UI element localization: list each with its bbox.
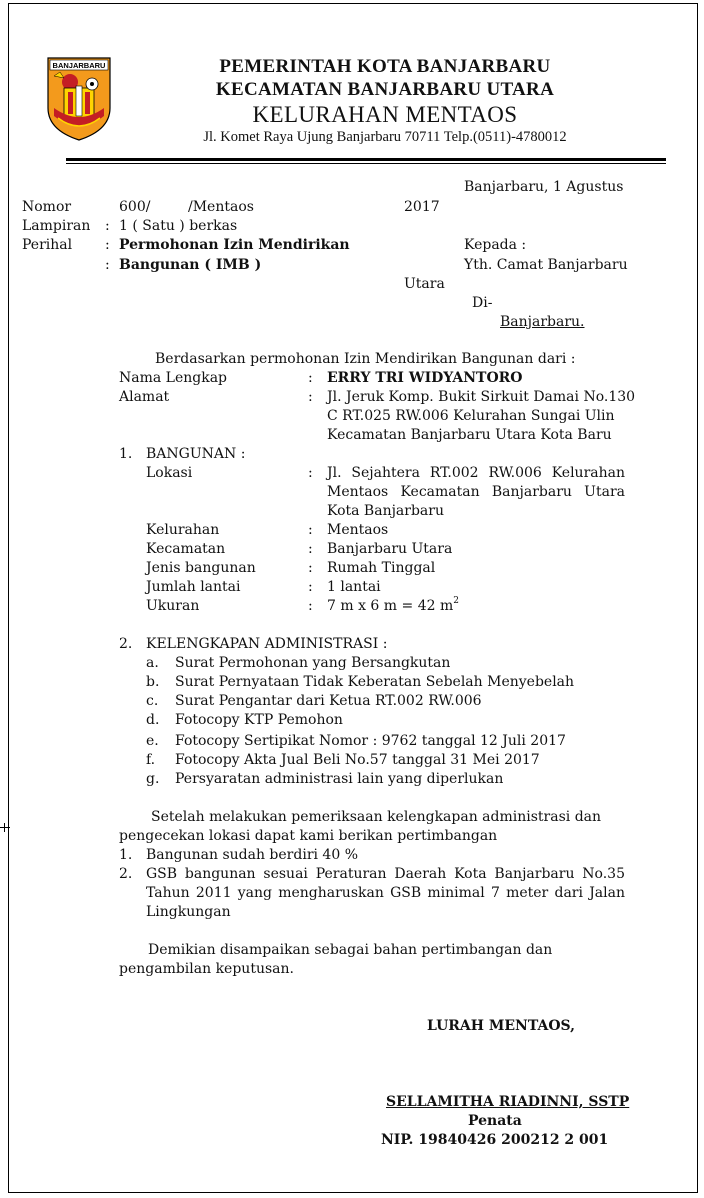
ukuran-label: Ukuran	[146, 598, 200, 614]
kepada-label: Kepada :	[464, 237, 527, 253]
perihal-line-1: Permohonan Izin Mendirikan	[119, 237, 350, 253]
lokasi-line: Kota Banjarbaru	[327, 503, 444, 519]
assessment-paragraph-line-2: pengecekan lokasi dapat kami berikan pertimbangan	[119, 828, 498, 844]
intro-paragraph: Berdasarkan permohonan Izin Mendirikan Bangunan dari :	[155, 351, 576, 367]
nama-colon: :	[308, 370, 313, 386]
assessment-paragraph-line-1: Setelah melakukan pemeriksaan kelengkapan administrasi dan	[151, 809, 602, 825]
recipient-city: Banjarbaru.	[500, 314, 585, 330]
alamat-line: C RT.025 RW.006 Kelurahan Sungai Ulin	[327, 408, 615, 424]
nama-value: ERRY TRI WIDYANTORO	[327, 370, 523, 386]
perihal-colon-1: :	[105, 237, 110, 253]
admin-item-letter: d.	[146, 712, 160, 728]
lampiran-colon: :	[105, 218, 110, 234]
section1-number: 1.	[119, 446, 133, 462]
di-label: Di-	[472, 295, 493, 311]
admin-item-text: Surat Pernyataan Tidak Keberatan Sebelah Menyebelah	[175, 674, 575, 690]
perihal-label: Perihal	[22, 237, 73, 253]
section1-title: BANGUNAN :	[146, 446, 246, 462]
lampiran-value: 1 ( Satu ) berkas	[119, 218, 238, 234]
signature-title: LURAH MENTAOS,	[427, 1018, 576, 1034]
nomor-suffix: /Mentaos	[188, 199, 254, 215]
admin-item-text: Fotocopy KTP Pemohon	[175, 712, 343, 728]
jenis-label: Jenis bangunan	[146, 560, 256, 576]
consideration-2-number: 2.	[119, 866, 133, 882]
logo-text: BANJARBARU	[52, 61, 106, 70]
lokasi-colon: :	[308, 465, 313, 481]
lampiran-label: Lampiran	[22, 218, 91, 234]
alamat-line: Kecamatan Banjarbaru Utara Kota Baru	[327, 427, 612, 443]
kecamatan-value: Banjarbaru Utara	[327, 541, 453, 557]
header-rule-thin	[66, 163, 666, 164]
admin-item-text: Fotocopy Sertipikat Nomor : 9762 tanggal 12 Juli 2017	[175, 733, 566, 749]
alamat-label: Alamat	[119, 389, 170, 405]
header-village: KELURAHAN MENTAOS	[252, 102, 518, 127]
admin-item-text: Persyaratan administrasi lain yang diperlukan	[175, 771, 504, 787]
margin-mark-vertical	[4, 823, 5, 832]
ukuran-value	[327, 597, 459, 616]
kelurahan-value: Mentaos	[327, 522, 389, 538]
kecamatan-label: Kecamatan	[146, 541, 226, 557]
alamat-colon: :	[308, 389, 313, 405]
admin-item-text: Fotocopy Akta Jual Beli No.57 tanggal 31 Mei 2017	[175, 752, 540, 768]
ukuran-superscript: 2	[453, 596, 459, 607]
admin-item-text: Surat Pengantar dari Ketua RT.002 RW.006	[175, 693, 482, 709]
consideration-2-line: GSB bangunan sesuai Peraturan Daerah Kota Banjarbaru No.35	[146, 866, 625, 882]
kecamatan-colon: :	[308, 541, 313, 557]
jenis-colon: :	[308, 560, 313, 576]
alamat-line: Jl. Jeruk Komp. Bukit Sirkuit Damai No.130	[327, 389, 636, 405]
admin-item-letter: e.	[146, 733, 159, 749]
admin-item-letter: f.	[146, 752, 156, 768]
recipient-line-1: Yth. Camat Banjarbaru	[464, 257, 628, 273]
lokasi-label: Lokasi	[146, 465, 193, 481]
consideration-2-line: Tahun 2011 yang mengharuskan GSB minimal 7 meter dari Jalan	[146, 885, 625, 901]
lokasi-line: Mentaos Kecamatan Banjarbaru Utara	[327, 484, 625, 500]
admin-item-letter: g.	[146, 771, 160, 787]
closing-line-2: pengambilan keputusan.	[119, 961, 294, 977]
admin-item-letter: c.	[146, 693, 159, 709]
closing-line-1: Demikian disampaikan sebagai bahan pertimbangan dan	[148, 942, 553, 958]
kelurahan-colon: :	[308, 522, 313, 538]
nomor-value: 600/	[119, 199, 151, 215]
lokasi-line: Jl. Sejahtera RT.002 RW.006 Kelurahan	[327, 465, 625, 481]
consideration-1-text: Bangunan sudah berdiri 40 %	[146, 847, 359, 863]
kelurahan-label: Kelurahan	[146, 522, 220, 538]
signatory-nip: NIP. 19840426 200212 2 001	[381, 1132, 609, 1148]
header-rule-thick	[66, 158, 666, 161]
nama-label: Nama Lengkap	[119, 370, 228, 386]
consideration-2-line: Lingkungan	[146, 904, 231, 920]
header-government: PEMERINTAH KOTA BANJARBARU	[219, 56, 551, 77]
perihal-colon-2: :	[105, 257, 110, 273]
section2-title: KELENGKAPAN ADMINISTRASI :	[146, 636, 388, 652]
consideration-1-number: 1.	[119, 847, 133, 863]
lantai-colon: :	[308, 579, 313, 595]
admin-item-letter: a.	[146, 655, 159, 671]
margin-mark	[0, 827, 10, 828]
header-address: Jl. Komet Raya Ujung Banjarbaru 70711 Telp.(0511)-4780012	[203, 129, 567, 145]
lantai-label: Jumlah lantai	[146, 579, 241, 595]
recipient-line-2: Utara	[404, 276, 445, 292]
ukuran-colon: :	[308, 598, 313, 614]
section2-number: 2.	[119, 636, 133, 652]
header-district: KECAMATAN BANJARBARU UTARA	[215, 79, 555, 100]
date-line-2: 2017	[404, 199, 440, 215]
ukuran-text: 7 m x 6 m = 42 m	[327, 598, 454, 614]
admin-item-text: Surat Permohonan yang Bersangkutan	[175, 655, 451, 671]
lantai-value: 1 lantai	[327, 579, 381, 595]
nomor-label: Nomor	[22, 199, 72, 215]
jenis-value: Rumah Tinggal	[327, 560, 436, 576]
perihal-line-2: Bangunan ( IMB )	[119, 257, 262, 273]
city-emblem-logo	[46, 56, 112, 142]
date-line-1: Banjarbaru, 1 Agustus	[464, 179, 624, 195]
signatory-name: SELLAMITHA RIADINNI, SSTP	[386, 1094, 630, 1110]
signatory-rank: Penata	[468, 1113, 522, 1129]
admin-item-letter: b.	[146, 674, 160, 690]
